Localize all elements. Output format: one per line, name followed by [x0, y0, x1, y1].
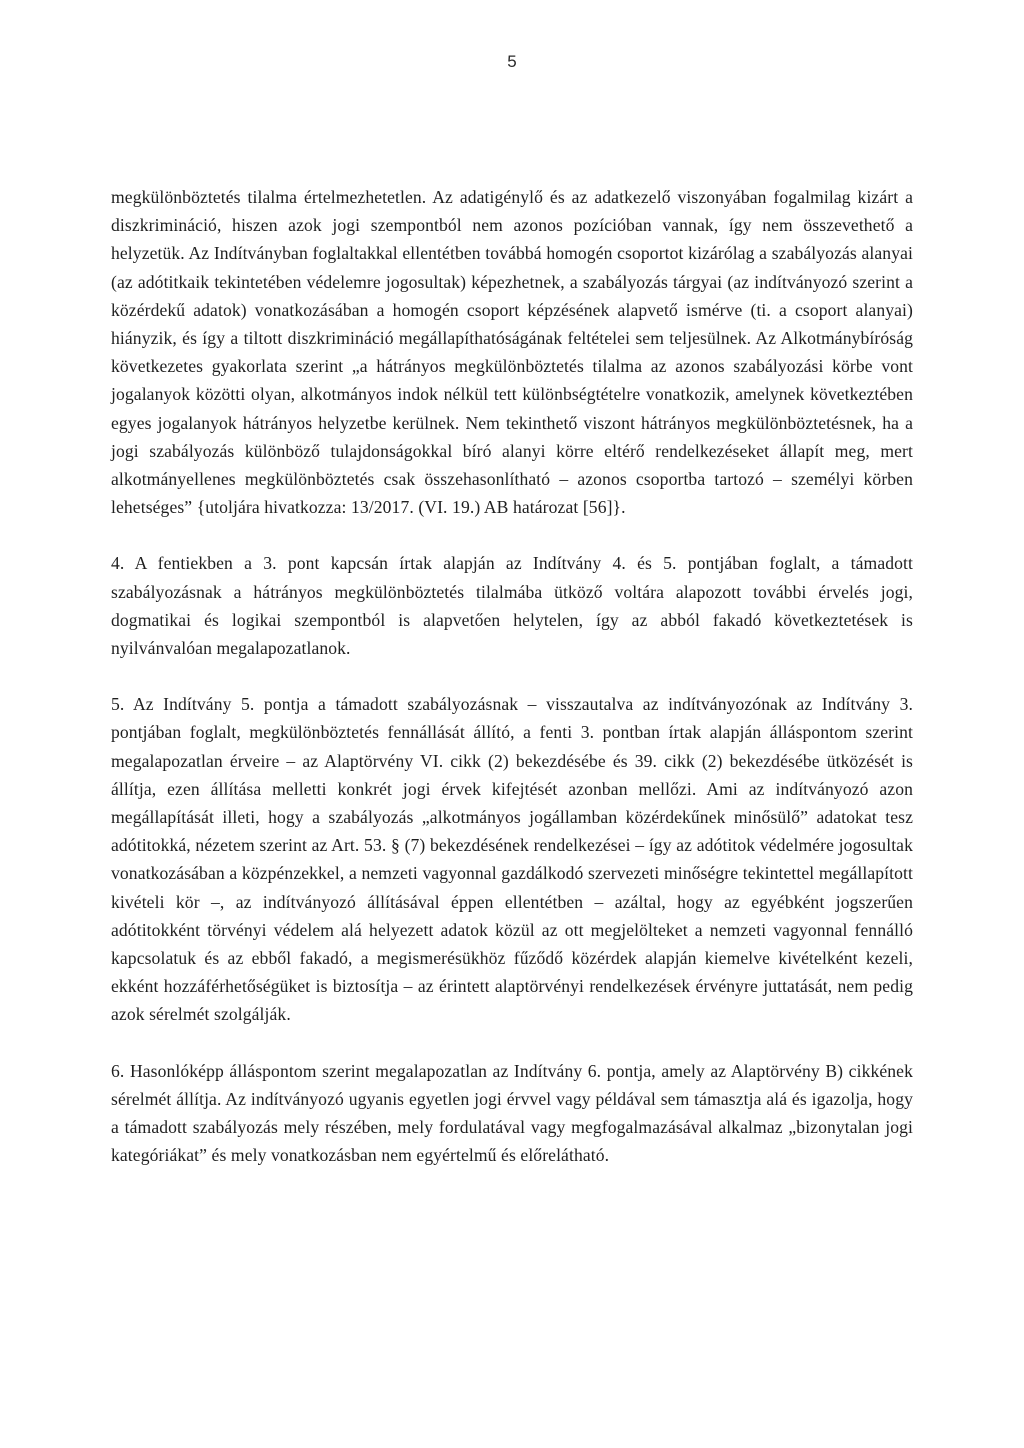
- document-body: [111, 183, 913, 1170]
- paragraph-continuation: megkülönböztetés tilalma értelmezhetetlen. Az adatigénylő és az adatkezelő viszonyában fogalmilag kizárt a diszkrimináció, hiszen azok jogi szempontból nem azonos pozícióban vannak, így nem összevethető a helyzetük. Az Indítványban foglaltakkal ellentétben továbbá homogén csoportot kizárólag a szabályozás alanyai (az adótitkaik tekintetében védelemre jogosultak) képezhetnek, a szabályozás tárgyai (az indítványozó szerint a közérdekű adatok) vonatkozásában a homogén csoport képzésének alapvető ismérve (ti. a csoport alanyai) hiányzik, és így a tiltott diszkrimináció megállapíthatóságának feltételei sem teljesülnek. Az Alkotmánybíróság következetes gyakorlata szerint „a hátrányos megkülönböztetés tilalma az azonos szabályozási körbe vont jogalanyok közötti olyan, alkotmányos indok nélkül tett különbségtételre vonatkozik, amelynek következtében egyes jogalanyok hátrányos helyzetbe kerülnek. Nem tekinthető viszont hátrányos megkülönböztetésnek, ha a jogi szabályozás különböző tulajdonságokkal bíró alanyi körre eltérő rendelkezéseket állapít meg, mert alkotmányellenes megkülönböztetés csak összehasonlítható – azonos csoportba tartozó – személyi körben lehetséges” {utoljára hivatkozza: 13/2017. (VI. 19.) AB határozat [56]}.: [111, 187, 913, 518]
- paragraph-point-5: 5. Az Indítvány 5. pontja a támadott szabályozásnak – visszautalva az indítványozónak az Indítvány 3. pontjában foglalt, megkülönböztetés fennállását állító, a fenti 3. pontban írtak alapján álláspontom szerint megalapozatlan érveire – az Alaptörvény VI. cikk (2) bekezdésébe és 39. cikk (2) bekezdésébe ütközését is állítja, ezen állítása melletti konkrét jogi érvek kifejtését azonban mellőzi. Ami az indítványozó azon megállapítását illeti, hogy a szabályozás „alkotmányos jogállamban közérdekűnek minősülő” adatokat tesz adótitokká, nézetem szerint az Art. 53. § (7) bekezdésének rendelkezései – így az adótitok védelmére jogosultak vonatkozásában a közpénzekkel, a nemzeti vagyonnal gazdálkodó szervezeti minőségre tekintettel megállapított kivételi kör –, az indítványozó állításával éppen ellentétben – azáltal, hogy az egyébként jogszerűen adótitokként törvényi védelem alá helyezett adatok közül az ott megjelölteket a nemzeti vagyonnal fennálló kapcsolatuk és az ebből fakadó, a megismerésükhöz fűződő közérdek alapján kiemelve kivételként kezeli, ekként hozzáférhetőségüket is biztosítja – az érintett alaptörvényi rendelkezések érvényre juttatását, nem pedig azok sérelmét szolgálják.: [111, 694, 913, 1025]
- paragraph-point-6: 6. Hasonlóképp álláspontom szerint megalapozatlan az Indítvány 6. pontja, amely az Alaptörvény B) cikkének sérelmét állítja. Az indítványozó ugyanis egyetlen jogi érvvel vagy példával sem támasztja alá és igazolja, hogy a támadott szabályozás mely részében, mely fordulatával vagy megfogalmazásával alkalmaz „bizonytalan jogi kategóriákat” és mely vonatkozásban nem egyértelmű és előrelátható.: [111, 1060, 913, 1166]
- page-number: 5: [507, 52, 517, 71]
- paragraph-point-4: 4. A fentiekben a 3. pont kapcsán írtak alapján az Indítvány 4. és 5. pontjában foglalt, a támadott szabályozásnak a hátrányos megkülönböztetés tilalmába ütköző voltára alapozott további érvelés jogi, dogmatikai és logikai szempontból is alapvetően helytelen, így az abból fakadó következtetések is nyilvánvalóan megalapozatlanok.: [111, 553, 913, 659]
